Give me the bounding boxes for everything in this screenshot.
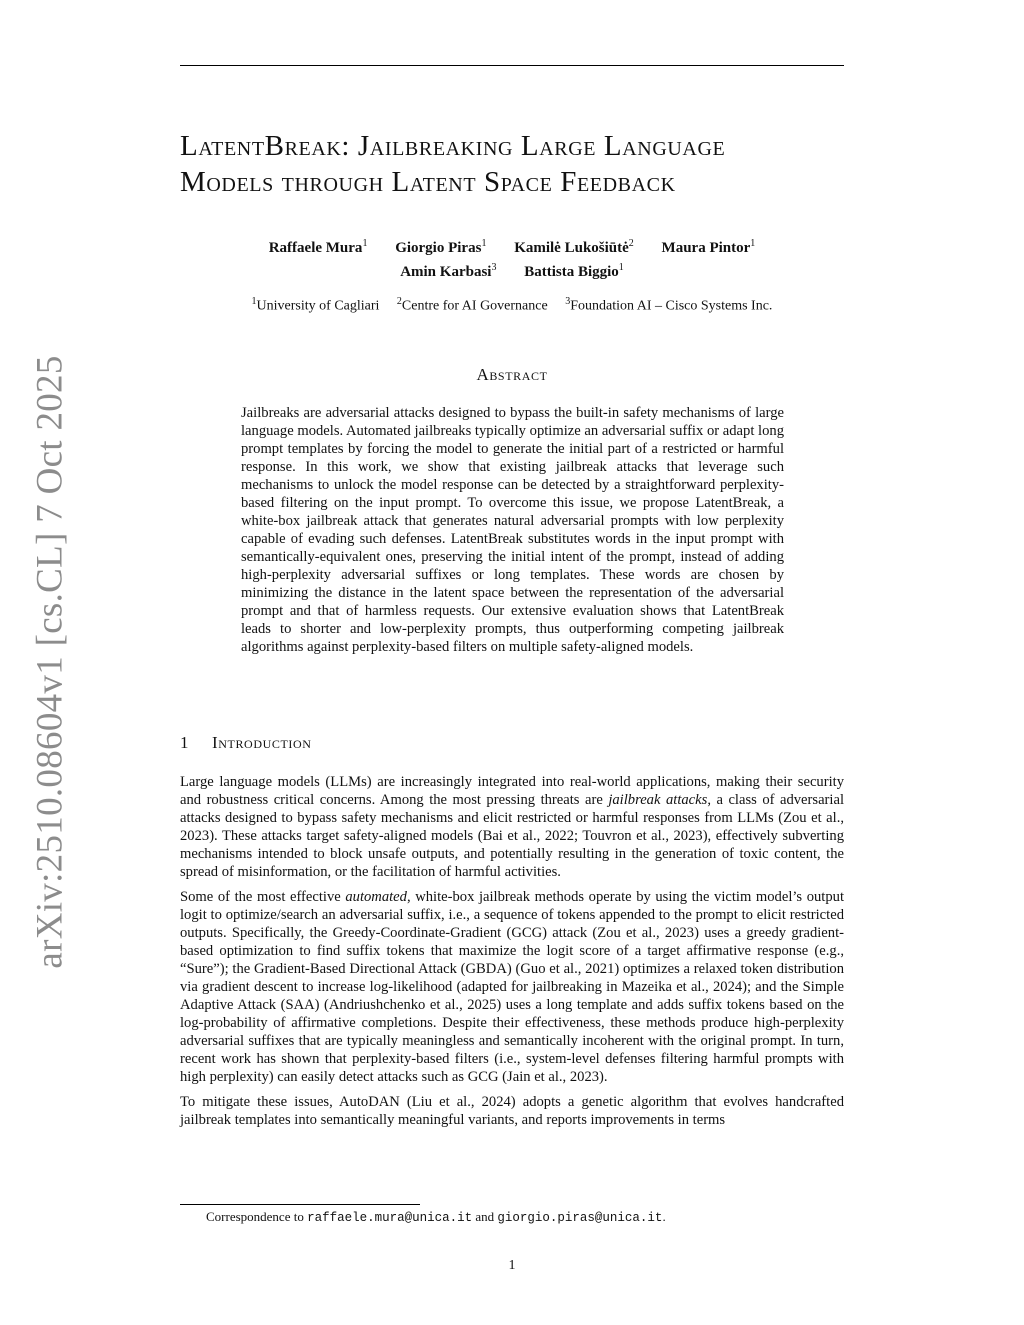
footnote-text: Correspondence to <box>206 1209 308 1224</box>
paper-title-line-1: LatentBreak: Jailbreaking Large Language <box>180 130 726 162</box>
author-name: Maura Pintor <box>661 240 751 256</box>
page-number: 1 <box>508 1258 516 1273</box>
affiliation-name: University of Cagliari <box>256 298 380 314</box>
paragraph-text: Some of the most effective <box>180 889 346 905</box>
emphasized-term: jailbreak attacks <box>608 792 708 808</box>
affiliation-number: 3 <box>565 296 571 307</box>
author <box>524 258 624 282</box>
author-name: Kamilė Lukošiūtė <box>514 240 629 256</box>
author-affiliation-mark: 1 <box>750 238 756 249</box>
email-link[interactable]: raffaele.mura@unica.it <box>307 1211 473 1225</box>
author <box>514 234 634 258</box>
author-name: Amin Karbasi <box>400 264 492 280</box>
emphasized-term: automated <box>345 889 407 905</box>
footnote-text: and <box>472 1209 498 1224</box>
affiliation-number: 1 <box>251 296 257 307</box>
affiliation-name: Foundation AI – Cisco Systems Inc. <box>570 298 773 314</box>
footnote-rule <box>180 1204 420 1205</box>
paragraph <box>180 773 844 881</box>
section-heading-introduction <box>180 733 312 753</box>
affiliation <box>397 296 548 315</box>
email-link[interactable]: giorgio.piras@unica.it <box>497 1211 663 1225</box>
author-name: Battista Biggio <box>524 264 619 280</box>
abstract-body: Jailbreaks are adversarial attacks designed to bypass the built-in safety mechanisms of large language models. Automated jailbreaks typically optimize an adversarial suffix or adapt long prompt templates by forcing the model to generate the initial part of a restricted or harmful response. In this work, we show that existing jailbreak attacks that leverage such mechanisms to unlock the model response can be detected by a straightforward perplexity-based filtering on the input prompt. To overcome this issue, we propose LatentBreak, a white-box jailbreak attack that generates natural adversarial prompts with low perplexity capable of evading such defenses. LatentBreak substitutes words in the input prompt with semantically-equivalent ones, preserving the initial intent of the prompt, instead of adding high-perplexity adversarial suffixes or long templates. These words are chosen by minimizing the distance in the latent space between the representation of the adversarial prompt and that of harmless requests. Our extensive evaluation shows that LatentBreak leads to shorter and low-perplexity prompts, thus outperforming competing jailbreak algorithms against perplexity-based filters on multiple safety-aligned models. <box>241 405 784 655</box>
author-affiliation-mark: 1 <box>618 262 624 273</box>
arxiv-identifier-stamp: arXiv:2510.08604v1 [cs.CL] 7 Oct 2025 <box>29 355 71 969</box>
affiliation-number: 2 <box>396 296 402 307</box>
affiliation-list <box>180 296 844 315</box>
paper-title <box>180 128 860 200</box>
affiliation <box>565 296 772 315</box>
author-affiliation-mark: 1 <box>362 238 368 249</box>
affiliation <box>252 296 380 315</box>
author-name: Raffaele Mura <box>268 240 363 256</box>
author-list <box>180 234 844 282</box>
title-top-rule <box>180 65 844 66</box>
section-title: Introduction <box>212 733 312 752</box>
correspondence-footnote <box>206 1209 666 1225</box>
author <box>400 258 496 282</box>
author-affiliation-mark: 1 <box>481 238 487 249</box>
author <box>662 234 756 258</box>
author-row-2 <box>180 258 844 282</box>
author-affiliation-mark: 3 <box>491 262 497 273</box>
author-row-1 <box>180 234 844 258</box>
abstract-heading: Abstract <box>476 365 548 384</box>
section-number: 1 <box>180 733 190 752</box>
paper-title-line-2: Models through Latent Space Feedback <box>180 166 676 198</box>
footnote-text: . <box>662 1209 666 1224</box>
paragraph-text: , a class of adversarial attacks designed to bypass safety mechanisms and elicit restricted or harmful responses from LLMs (Zou et al., 2023). These attacks target safety-aligned models (Bai et al., 2022; Touvron et al., 2023), effectively subverting mechanisms intended to block unsafe outputs, and potentially resulting in the generation of toxic content, the spread of misinformation, or the facilitation of harmful activities. <box>180 792 844 880</box>
paragraph-text: Large language models (LLMs) are increasingly integrated into real-world applications, making their security and robustness critical concerns. Among the most pressing threats are <box>180 774 844 808</box>
introduction-body <box>180 773 844 1129</box>
paragraph <box>180 888 844 1086</box>
paragraph: To mitigate these issues, AutoDAN (Liu et al., 2024) adopts a genetic algorithm that evolves handcrafted jailbreak templates into semantically meaningful variants, and reports improvements in terms <box>180 1094 844 1128</box>
author <box>269 234 368 258</box>
paragraph-text: , white-box jailbreak methods operate by using the victim model’s output logit to optimize/search an adversarial suffix, i.e., a sequence of tokens appended to the prompt to elicit restricted outputs. Specifically, the Greedy-Coordinate-Gradient (GCG) attack (Zou et al., 2023) uses a greedy gradient-based optimization to find suffix tokens that maximize the logit score of a target affirmative response (e.g., “Sure”); the Gradient-Based Directional Attack (GBDA) (Guo et al., 2021) optimizes a relaxed token distribution via gradient descent to increase log-likelihood (adapted for jailbreaking in Mazeika et al., 2024); and the Simple Adaptive Attack (SAA) (Andriushchenko et al., 2025) uses a long template and adds suffix tokens based on the log-probability of affirmative completions. Despite their effectiveness, these methods produce high-perplexity adversarial suffixes that are typically meaningless and semantically incoherent with the original prompt. In turn, recent work has shown that perplexity-based filters (i.e., system-level defenses filtering harmful prompts with high perplexity) can easily detect attacks such as GCG (Jain et al., 2023). <box>180 889 844 1085</box>
author-affiliation-mark: 2 <box>628 238 634 249</box>
author <box>395 234 486 258</box>
author-name: Giorgio Piras <box>395 240 482 256</box>
affiliation-name: Centre for AI Governance <box>401 298 548 314</box>
